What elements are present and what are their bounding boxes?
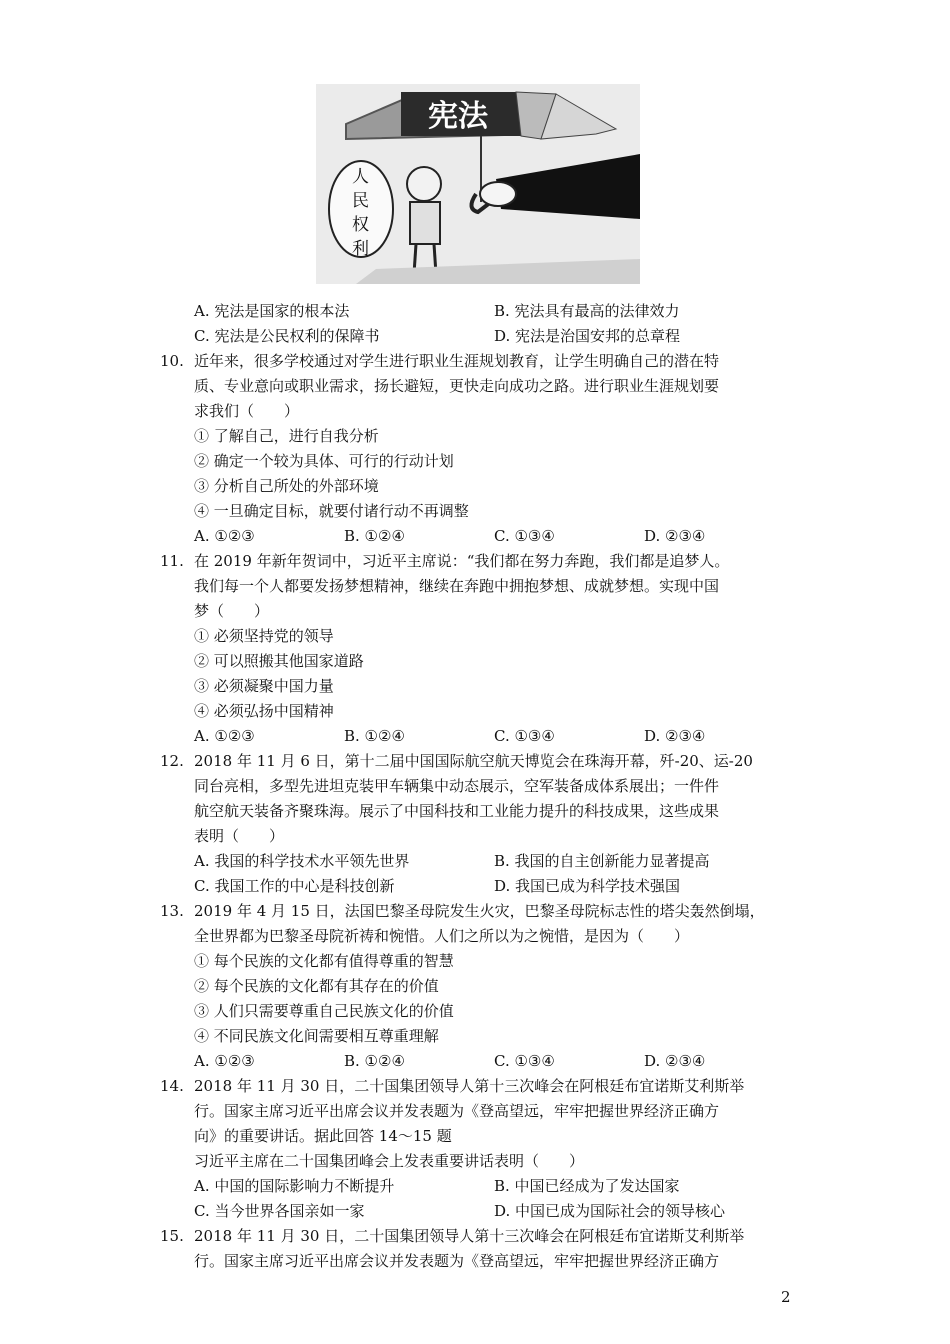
page-number: 2 <box>781 1288 791 1306</box>
q13-choice-2: ② 每个民族的文化都有其存在的价值 <box>194 977 439 995</box>
q11-option-c: C. ①③④ <box>494 727 555 745</box>
q11-line-1: 在 2019 年新年贺词中，习近平主席说：“我们都在努力奔跑，我们都是追梦人。 <box>194 552 730 570</box>
q14-line-2: 行。国家主席习近平出席会议并发表题为《登高望远，牢牢把握世界经济正确方 <box>194 1102 720 1120</box>
q14-line-3: 向》的重要讲话。据此回答 14～15 题 <box>194 1127 452 1145</box>
q13-option-c: C. ①③④ <box>494 1052 555 1070</box>
q11-line-3: 梦（ ） <box>194 602 270 620</box>
q11-choice-4: ④ 必须弘扬中国精神 <box>194 702 334 720</box>
q10-option-b: B. ①②④ <box>344 527 405 545</box>
q13-option-b: B. ①②④ <box>344 1052 405 1070</box>
q9-option-d: D. 宪法是治国安邦的总章程 <box>494 327 681 345</box>
q12-option-c: C. 我国工作的中心是科技创新 <box>194 877 395 895</box>
q10-choice-4: ④ 一旦确定目标，就要付诸行动不再调整 <box>194 502 469 520</box>
person-body <box>410 202 440 244</box>
q10-line-3: 求我们（ ） <box>194 402 300 420</box>
q14-option-c: C. 当今世界各国亲如一家 <box>194 1202 365 1220</box>
banner-text: 宪法 <box>428 99 488 134</box>
sleeve-arm <box>496 154 640 219</box>
q11-line-2: 我们每一个人都要发扬梦想精神，继续在奔跑中拥抱梦想、成就梦想。实现中国 <box>194 577 720 595</box>
hand <box>480 182 516 206</box>
q10-choice-1: ① 了解自己，进行自我分析 <box>194 427 379 445</box>
q13-option-d: D. ②③④ <box>644 1052 706 1070</box>
q13-choice-3: ③ 人们只需要尊重自己民族文化的价值 <box>194 1002 454 1020</box>
q12-option-d: D. 我国已成为科学技术强国 <box>494 877 681 895</box>
bubble-char-2: 民 <box>352 191 369 211</box>
q11-choice-2: ② 可以照搬其他国家道路 <box>194 652 364 670</box>
bubble-char-3: 权 <box>352 215 369 235</box>
q11-option-a: A. ①②③ <box>194 727 255 745</box>
q10-option-d: D. ②③④ <box>644 527 706 545</box>
q10-choice-3: ③ 分析自己所处的外部环境 <box>194 477 379 495</box>
q11-choice-1: ① 必须坚持党的领导 <box>194 627 334 645</box>
q10-choice-2: ② 确定一个较为具体、可行的行动计划 <box>194 452 454 470</box>
q9-option-c: C. 宪法是公民权利的保障书 <box>194 327 380 345</box>
q9-option-b: B. 宪法具有最高的法律效力 <box>494 302 680 320</box>
constitution-cartoon <box>316 84 640 284</box>
person-head <box>407 167 441 201</box>
q14-option-d: D. 中国已成为国际社会的领导核心 <box>494 1202 726 1220</box>
q12-line-2: 同台亮相，多型先进坦克装甲车辆集中动态展示，空军装备成体系展出；一件件 <box>194 777 720 795</box>
q11-option-d: D. ②③④ <box>644 727 706 745</box>
q12-number: 12. <box>160 752 184 770</box>
q15-number: 15. <box>160 1227 184 1245</box>
q13-choice-4: ④ 不同民族文化间需要相互尊重理解 <box>194 1027 439 1045</box>
q12-option-a: A. 我国的科学技术水平领先世界 <box>194 852 410 870</box>
q9-option-a: A. 宪法是国家的根本法 <box>194 302 350 320</box>
q13-choice-1: ① 每个民族的文化都有值得尊重的智慧 <box>194 952 454 970</box>
bubble-char-1: 人 <box>352 167 369 187</box>
bubble-char-4: 利 <box>352 239 369 259</box>
q15-line-2: 行。国家主席习近平出席会议并发表题为《登高望远，牢牢把握世界经济正确方 <box>194 1252 720 1270</box>
q10-number: 10. <box>160 352 184 370</box>
q13-line-2: 全世界都为巴黎圣母院祈祷和惋惜。人们之所以为之惋惜，是因为（ ） <box>194 927 690 945</box>
q12-option-b: B. 我国的自主创新能力显著提高 <box>494 852 710 870</box>
q14-number: 14. <box>160 1077 184 1095</box>
q14-option-b: B. 中国已经成为了发达国家 <box>494 1177 680 1195</box>
q12-line-3: 航空航天装备齐聚珠海。展示了中国科技和工业能力提升的科技成果，这些成果 <box>194 802 720 820</box>
q10-line-2: 质、专业意向或职业需求，扬长避短，更快走向成功之路。进行职业生涯规划要 <box>194 377 720 395</box>
q14-line-4: 习近平主席在二十国集团峰会上发表重要讲话表明（ ） <box>194 1152 585 1170</box>
q14-line-1: 2018 年 11 月 30 日，二十国集团领导人第十三次峰会在阿根廷布宜诺斯艾利斯举 <box>194 1077 745 1095</box>
q10-line-1: 近年来，很多学校通过对学生进行职业生涯规划教育，让学生明确自己的潜在特 <box>194 352 720 370</box>
q11-option-b: B. ①②④ <box>344 727 405 745</box>
q13-number: 13. <box>160 902 184 920</box>
cartoon-drawing <box>316 84 640 284</box>
q12-line-4: 表明（ ） <box>194 827 285 845</box>
q12-line-1: 2018 年 11 月 6 日，第十二届中国国际航空航天博览会在珠海开幕，歼-20、运-20 <box>194 752 753 770</box>
q15-line-1: 2018 年 11 月 30 日，二十国集团领导人第十三次峰会在阿根廷布宜诺斯艾利斯举 <box>194 1227 745 1245</box>
q10-option-c: C. ①③④ <box>494 527 555 545</box>
q13-option-a: A. ①②③ <box>194 1052 255 1070</box>
ground <box>356 259 640 284</box>
q11-choice-3: ③ 必须凝聚中国力量 <box>194 677 334 695</box>
q14-option-a: A. 中国的国际影响力不断提升 <box>194 1177 395 1195</box>
q13-line-1: 2019 年 4 月 15 日，法国巴黎圣母院发生火灾，巴黎圣母院标志性的塔尖轰然倒塌， <box>194 902 765 920</box>
q11-number: 11. <box>160 552 184 570</box>
q10-option-a: A. ①②③ <box>194 527 255 545</box>
